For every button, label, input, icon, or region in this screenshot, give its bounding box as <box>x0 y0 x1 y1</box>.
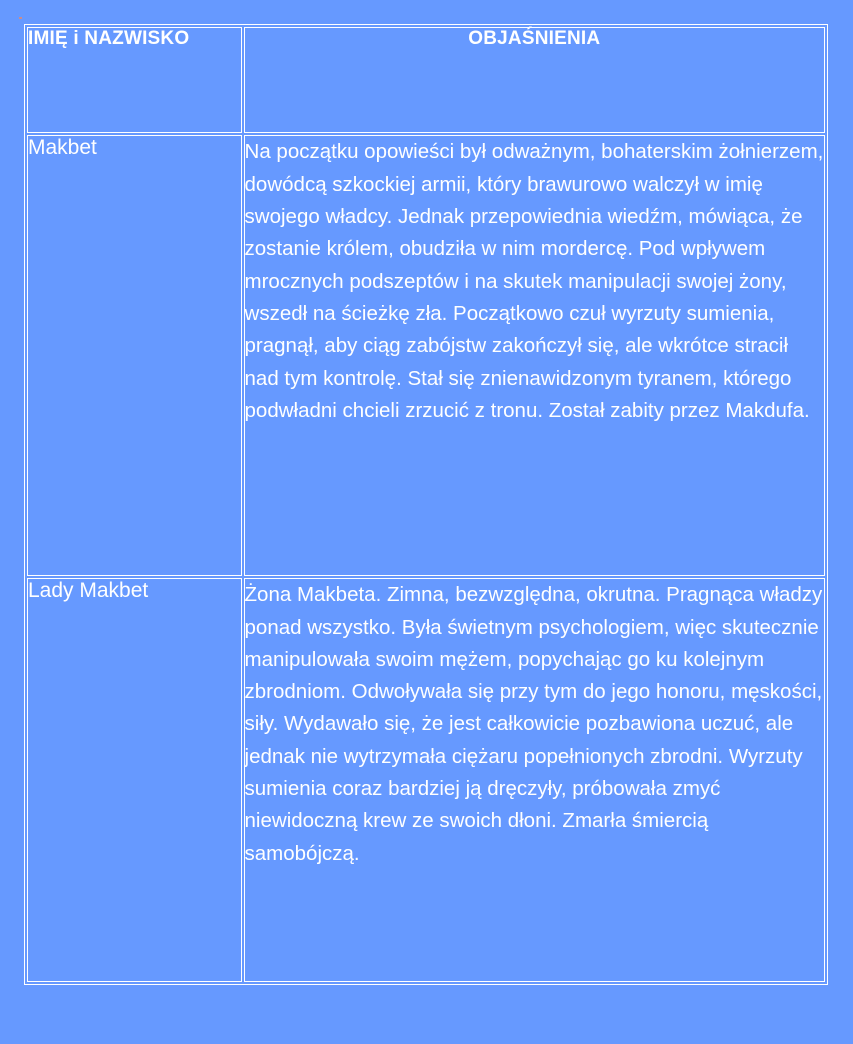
character-description: Żona Makbeta. Zimna, bezwzględna, okrutna. Pragnąca władzy ponad wszystko. Była świetnym psychologiem, więc skutecznie manipulowała swoim mężem, popychając go ku kolejnym zbrodniom. Odwoływała się przy tym do jego honoru, męskości, siły. Wydawało się, że jest całkowicie pozbawiona uczuć, ale jednak nie wytrzymała ciężaru popełnionych zbrodni. Wyrzuty sumienia coraz bardziej ją dręczyły, próbowała zmyć niewidoczną krew ze swoich dłoni. Zmarła śmiercią samobójczą. <box>244 578 825 982</box>
characters-table-container <box>24 24 828 985</box>
table-row <box>27 578 825 982</box>
table-header-row <box>27 27 825 133</box>
characters-table <box>24 24 828 985</box>
character-name: Lady Makbet <box>27 578 242 982</box>
stray-mark <box>19 17 22 19</box>
character-description: Na początku opowieści był odważnym, bohaterskim żołnierzem, dowódcą szkockiej armii, który brawurowo walczył w imię swojego władcy. Jednak przepowiednia wiedźm, mówiąca, że zostanie królem, obudziła w nim mordercę. Pod wpływem mrocznych podszeptów i na skutek manipulacji swojej żony, wszedł na ścieżkę zła. Początkowo czuł wyrzuty sumienia, pragnął, aby ciąg zabójstw zakończył się, ale wkrótce stracił nad tym kontrolę. Stał się znienawidzonym tyranem, którego podwładni chcieli zrzucić z tronu. Został zabity przez Makdufa. <box>244 135 825 576</box>
header-name: IMIĘ i NAZWISKO <box>27 27 242 133</box>
table-row <box>27 135 825 576</box>
character-name: Makbet <box>27 135 242 576</box>
header-description: OBJAŚNIENIA <box>244 27 825 133</box>
